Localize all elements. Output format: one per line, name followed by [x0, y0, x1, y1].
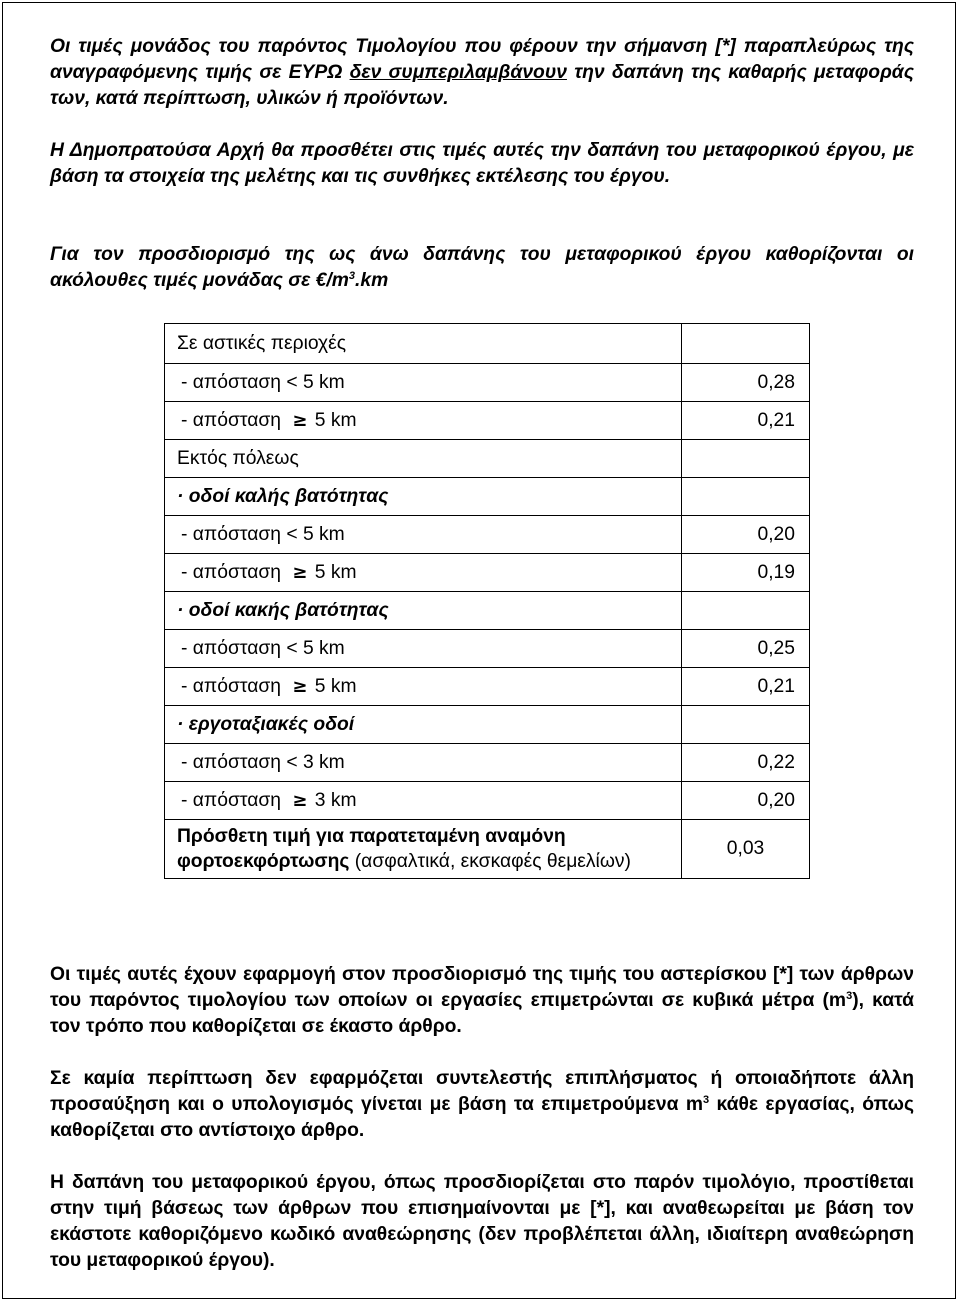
bad-roads-header: · οδοί κακής βατότητας [165, 592, 682, 630]
empty-value-cell [682, 706, 810, 744]
distance-label: - απόσταση < 5 km [165, 630, 682, 668]
table-row [165, 592, 810, 630]
intro-underlined-text: δεν συμπεριλαμβάνουν [349, 62, 567, 83]
no-surcharge-text-1: Σε καμία περίπτωση δεν εφαρμόζεται συντελεστής επιπλήσματος ή οποιαδήποτε άλλη προσαύξηση και ο υπολογισμός γίνεται με βάση τα επιμετρούμενα m [50, 1068, 914, 1115]
price-value: 0,28 [682, 364, 810, 402]
empty-value-cell [682, 324, 810, 364]
distance-label: - απόσταση ≥ 5 km [165, 668, 682, 706]
price-value: 0,21 [682, 402, 810, 440]
table-row [165, 630, 810, 668]
geq-icon: ≥ [292, 789, 308, 811]
price-value: 0,20 [682, 782, 810, 820]
application-text-2: ), κατά τον τρόπο που καθορίζεται σε έκαστο άρθρο. [50, 990, 914, 1037]
distance-label: - απόσταση < 5 km [165, 516, 682, 554]
table-row [165, 820, 810, 879]
unit-superscript: 3 [703, 1094, 710, 1106]
outside-city-header: Εκτός πόλεως [165, 440, 682, 478]
geq-icon: ≥ [292, 561, 308, 583]
table-row [165, 782, 810, 820]
authority-paragraph: Η Δημοπρατούσα Αρχή θα προσθέτει στις τιμές αυτές την δαπάνη του μεταφορικού έργου, με βάση τα στοιχεία της μελέτης και τις συνθήκες εκτέλεσης του έργου. [50, 140, 914, 187]
cost-revision-paragraph: Η δαπάνη του μεταφορικού έργου, όπως προσδιορίζεται στο παρόν τιμολόγιο, προστίθεται στην τιμή βάσεως των άρθρων που επισημαίνονται με [*], και αναθεωρείται με βάση τον εκάστοτε καθοριζόμενο κωδικό αναθεώρησης (δεν προβλέπεται άλλη, ιδιαίτερη αναθεώρηση του μεταφορικού έργου). [50, 1172, 914, 1271]
table-row [165, 324, 810, 364]
unit-prices-paragraph [50, 242, 914, 294]
unit-superscript: 3 [348, 270, 356, 282]
transport-price-table [164, 323, 810, 879]
intro-paragraph [50, 34, 914, 112]
table-row [165, 364, 810, 402]
no-surcharge-paragraph [50, 1066, 914, 1144]
distance-label: - απόσταση ≥ 5 km [165, 402, 682, 440]
table-row [165, 706, 810, 744]
geq-icon: ≥ [292, 675, 308, 697]
extra-charge-label: Πρόσθετη τιμή για παρατεταμένη αναμόνη φορτοεκφόρτωσης (ασφαλτικά, εκσκαφές θεμελίων) [165, 820, 682, 879]
table-row [165, 516, 810, 554]
application-paragraph [50, 962, 914, 1040]
distance-label: - απόσταση ≥ 5 km [165, 554, 682, 592]
geq-icon: ≥ [292, 409, 308, 431]
good-roads-header: · οδοί καλής βατότητας [165, 478, 682, 516]
price-value: 0,19 [682, 554, 810, 592]
intro-text-2: την δαπάνη της καθαρής μεταφοράς των, κατά περίπτωση, υλικών ή προϊόντων. [50, 62, 914, 109]
price-value: 0,22 [682, 744, 810, 782]
table-row [165, 554, 810, 592]
unit-superscript: 3 [846, 990, 853, 1002]
distance-label: - απόσταση ≥ 3 km [165, 782, 682, 820]
application-text-1: Οι τιμές αυτές έχουν εφαρμογή στον προσδιορισμό της τιμής του αστερίσκου [*] των άρθρων του παρόντος τιμολογίου των οποίων οι εργασίες επιμετρώνται σε κυβικά μέτρα (m [50, 964, 914, 1011]
table-row [165, 668, 810, 706]
distance-label: - απόσταση < 3 km [165, 744, 682, 782]
price-value: 0,25 [682, 630, 810, 668]
table-row [165, 402, 810, 440]
urban-header: Σε αστικές περιοχές [165, 324, 682, 364]
table-row [165, 478, 810, 516]
price-value: 0,20 [682, 516, 810, 554]
table-row [165, 440, 810, 478]
empty-value-cell [682, 440, 810, 478]
distance-label: - απόσταση < 5 km [165, 364, 682, 402]
table-row [165, 744, 810, 782]
site-roads-header: · εργοταξιακές οδοί [165, 706, 682, 744]
empty-value-cell [682, 478, 810, 516]
no-surcharge-text-2: κάθε εργασίας, όπως καθορίζεται στο αντίστοιχο άρθρο. [50, 1094, 914, 1141]
price-value: 0,03 [682, 820, 810, 879]
unit-prices-text: Για τον προσδιορισμό της ως άνω δαπάνης του μεταφορικού έργου καθορίζονται οι ακόλουθες τιμές μονάδας σε €/m [50, 244, 914, 291]
empty-value-cell [682, 592, 810, 630]
price-value: 0,21 [682, 668, 810, 706]
unit-suffix: .km [355, 270, 389, 291]
intro-text-1: Οι τιμές μονάδος του παρόντος Τιμολογίου που φέρουν την σήμανση [*] παραπλεύρως της αναγραφόμενης τιμής σε ΕΥΡΩ [50, 36, 914, 83]
